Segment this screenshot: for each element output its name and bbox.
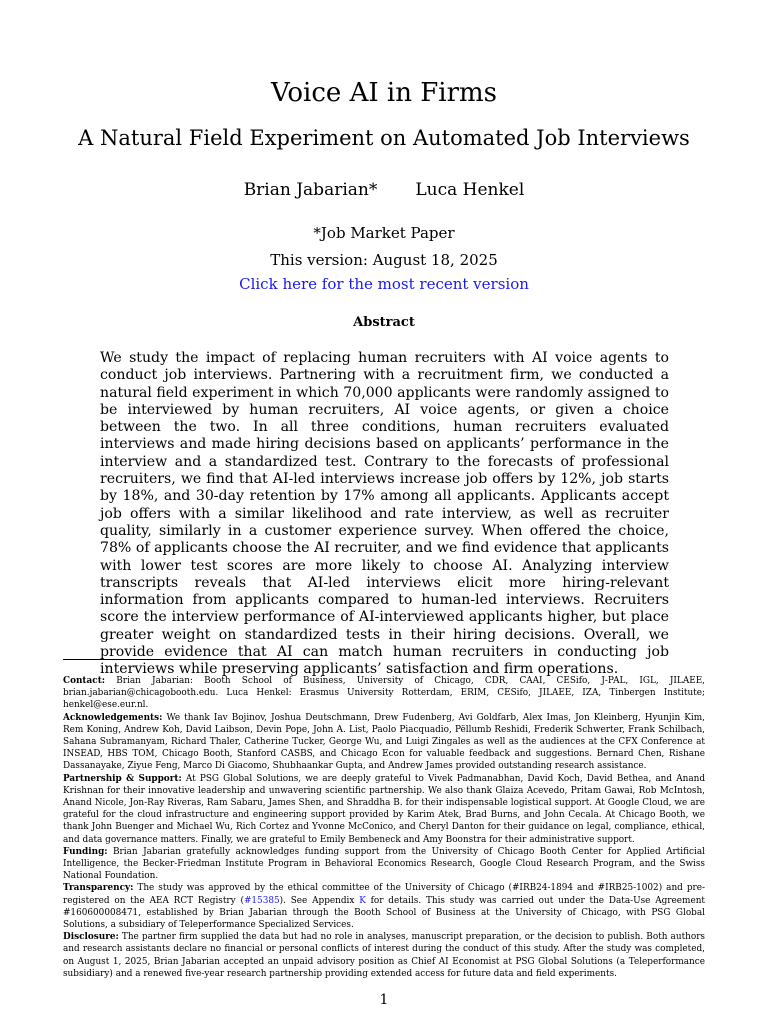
footnote-label: Contact: xyxy=(63,676,106,686)
footnote-text: At PSG Global Solutions, we are deeply grateful to Vivek Padmanabhan, David Koch, David Bethea, and Anand Krishnan for their innovative leadership and unwavering scientific partnership. We also thank Glaiza Acevedo, Pritam Gawai, Rob McIntosh, Anand Nicole, Jon-Ray Riveras, Ram Sabaru, James Shen, and Shraddha B. for their indispensable logistical support. At Google Cloud, we are grateful for the cloud infrastructure and engineering support provided by Karim Atek, Brad Burns, and John Cecala. At Chicago Booth, we thank John Buenger and Michael Wu, Rich Cortez and Yvonne McConico, and Cheryl Danton for their guidance on legal, compliance, ethical, and data governance matters. Finally, we are grateful to Emily Bembeneck and Amy Boonstra for their administrative support. xyxy=(63,773,706,845)
footnote-transparency xyxy=(63,882,705,931)
footnote-funding xyxy=(63,846,705,883)
footnote-label: Acknowledgements: xyxy=(63,712,163,723)
paper-subtitle: A Natural Field Experiment on Automated Job Interviews xyxy=(78,126,690,150)
footnote-label: Funding: xyxy=(63,846,108,857)
registry-link[interactable]: #15385 xyxy=(243,895,280,906)
paper-title: Voice AI in Firms xyxy=(271,78,497,108)
author-name: Brian Jabarian* xyxy=(243,180,378,200)
footnote-disclosure xyxy=(63,931,705,980)
footnote-label: Partnership & Support: xyxy=(63,773,182,784)
abstract-heading: Abstract xyxy=(353,315,415,330)
footnote-acknowledgements xyxy=(63,712,705,773)
footnote-contact xyxy=(63,675,705,712)
footnote-text: for details. This study was carried out under the Data-Use Agreement #160600008471, established by Brian Jabarian through the Booth School of Business at the University of Chicago, with PSG Global Solutions, a subsidiary of Teleperformance Specialized Services. xyxy=(63,895,705,931)
footnote-text: We thank Iav Bojinov, Joshua Deutschmann, Drew Fudenberg, Avi Goldfarb, Alex Imas, Jon Kleinberg, Hyunjin Kim, Rem Koning, Andrew Koh, David Laibson, Devin Pope, John A. List, Paolo Piacquadio, Pëllumb Reshidi, Frederik Schwerter, Frank Schilbach, Sahana Subramanyam, Richard Thaler, Catherine Tucker, George Wu, and Luigi Zingales as well as the audiences at the CFX Conference at INSEAD, HBS TOM, Chicago Booth, Stanford CASBS, and Chicago Econ for valuable feedback and suggestions. Bernard Chen, Rishane Dassanayake, Ziyue Feng, Marco Di Giacomo, Shubhaankar Gupta, and Andrew James provided outstanding research assistance. xyxy=(63,712,705,772)
footnote-text: Brian Jabarian: Booth School of Business, University of Chicago, CDR, CAAI, CESifo, J-PAL, IGL, JILAEE, brian.jabarian@chicagobooth.edu. Luca Henkel: Erasmus University Rotterdam, ERIM, CESifo, JILAEE, IZA, Tinbergen Institute; henkel@ese.eur.nl. xyxy=(63,676,706,711)
footnote-text: Brian Jabarian gratefully acknowledges funding support from the University of Chicago Booth Center for Applied Artificial Intelligence, the Becker-Friedman Institute Program in Behavioral Economics Research, Google Cloud Research Program, and the Swiss National Foundation. xyxy=(63,846,705,882)
version-date: This version: August 18, 2025 xyxy=(270,251,498,269)
appendix-link[interactable]: K xyxy=(359,895,366,906)
footnote-label: Transparency: xyxy=(63,883,134,894)
page-number: 1 xyxy=(379,992,389,1008)
footnote-rule xyxy=(63,659,320,660)
abstract-text: We study the impact of replacing human recruiters with AI voice agents to conduct job interviews. Partnering with a recruitment firm, we conducted a natural field experiment in which 70,000 applicants were randomly assigned to be interviewed by human recruiters, AI voice agents, or given a choice between the two. In all three conditions, human recruiters evaluated interviews and made hiring decisions based on applicants’ performance in the interview and a standardized test. Contrary to the forecasts of professional recruiters, we find that AI-led interviews increase job offers by 12%, job starts by 18%, and 30-day retention by 17% among all applicants. Applicants accept job offers with a similar likelihood and rate interview, as well as recruiter quality, similarly in a customer experience survey. When offered the choice, 78% of applicants choose the AI recruiter, and we find evidence that applicants with lower test scores are more likely to choose AI. Analyzing interview transcripts reveals that AI-led interviews elicit more hiring-relevant information from applicants compared to human-led interviews. Recruiters score the interview performance of AI-interviewed applicants higher, but place greater weight on standardized tests in their hiring decisions. Overall, we provide evidence that AI can match human recruiters in conducting job interviews while preserving applicants’ satisfaction and firm operations. xyxy=(100,350,669,678)
author-name: Luca Henkel xyxy=(415,180,525,200)
footnote-text: The study was approved by the ethical committee of the University of Chicago (#IRB24-1894 and #IRB25-1002) and pre-registered on the AEA RCT Registry ( xyxy=(63,883,706,906)
footnote-partnership xyxy=(63,773,705,846)
footnotes xyxy=(63,675,705,980)
recent-version-line xyxy=(0,275,768,293)
footnote-text: The partner firm supplied the data but had no role in analyses, manuscript preparation, or the decision to publish. Both authors and research assistants declare no financial or personal conflicts of interest during the conduct of this study. After the study was completed, on August 1, 2025, Brian Jabarian accepted an unpaid advisory position as Chief AI Economist at PSG Global Solutions (a Teleperformance subsidiary) and a renewed five-year research partnership providing extended access for future data and field experiments. xyxy=(63,932,705,979)
footnote-label: Disclosure: xyxy=(63,932,119,943)
recent-version-link[interactable]: Click here for the most recent version xyxy=(239,275,529,293)
job-market-note: *Job Market Paper xyxy=(313,224,455,242)
footnote-text: ). See Appendix xyxy=(279,895,360,906)
author-list xyxy=(0,180,768,200)
